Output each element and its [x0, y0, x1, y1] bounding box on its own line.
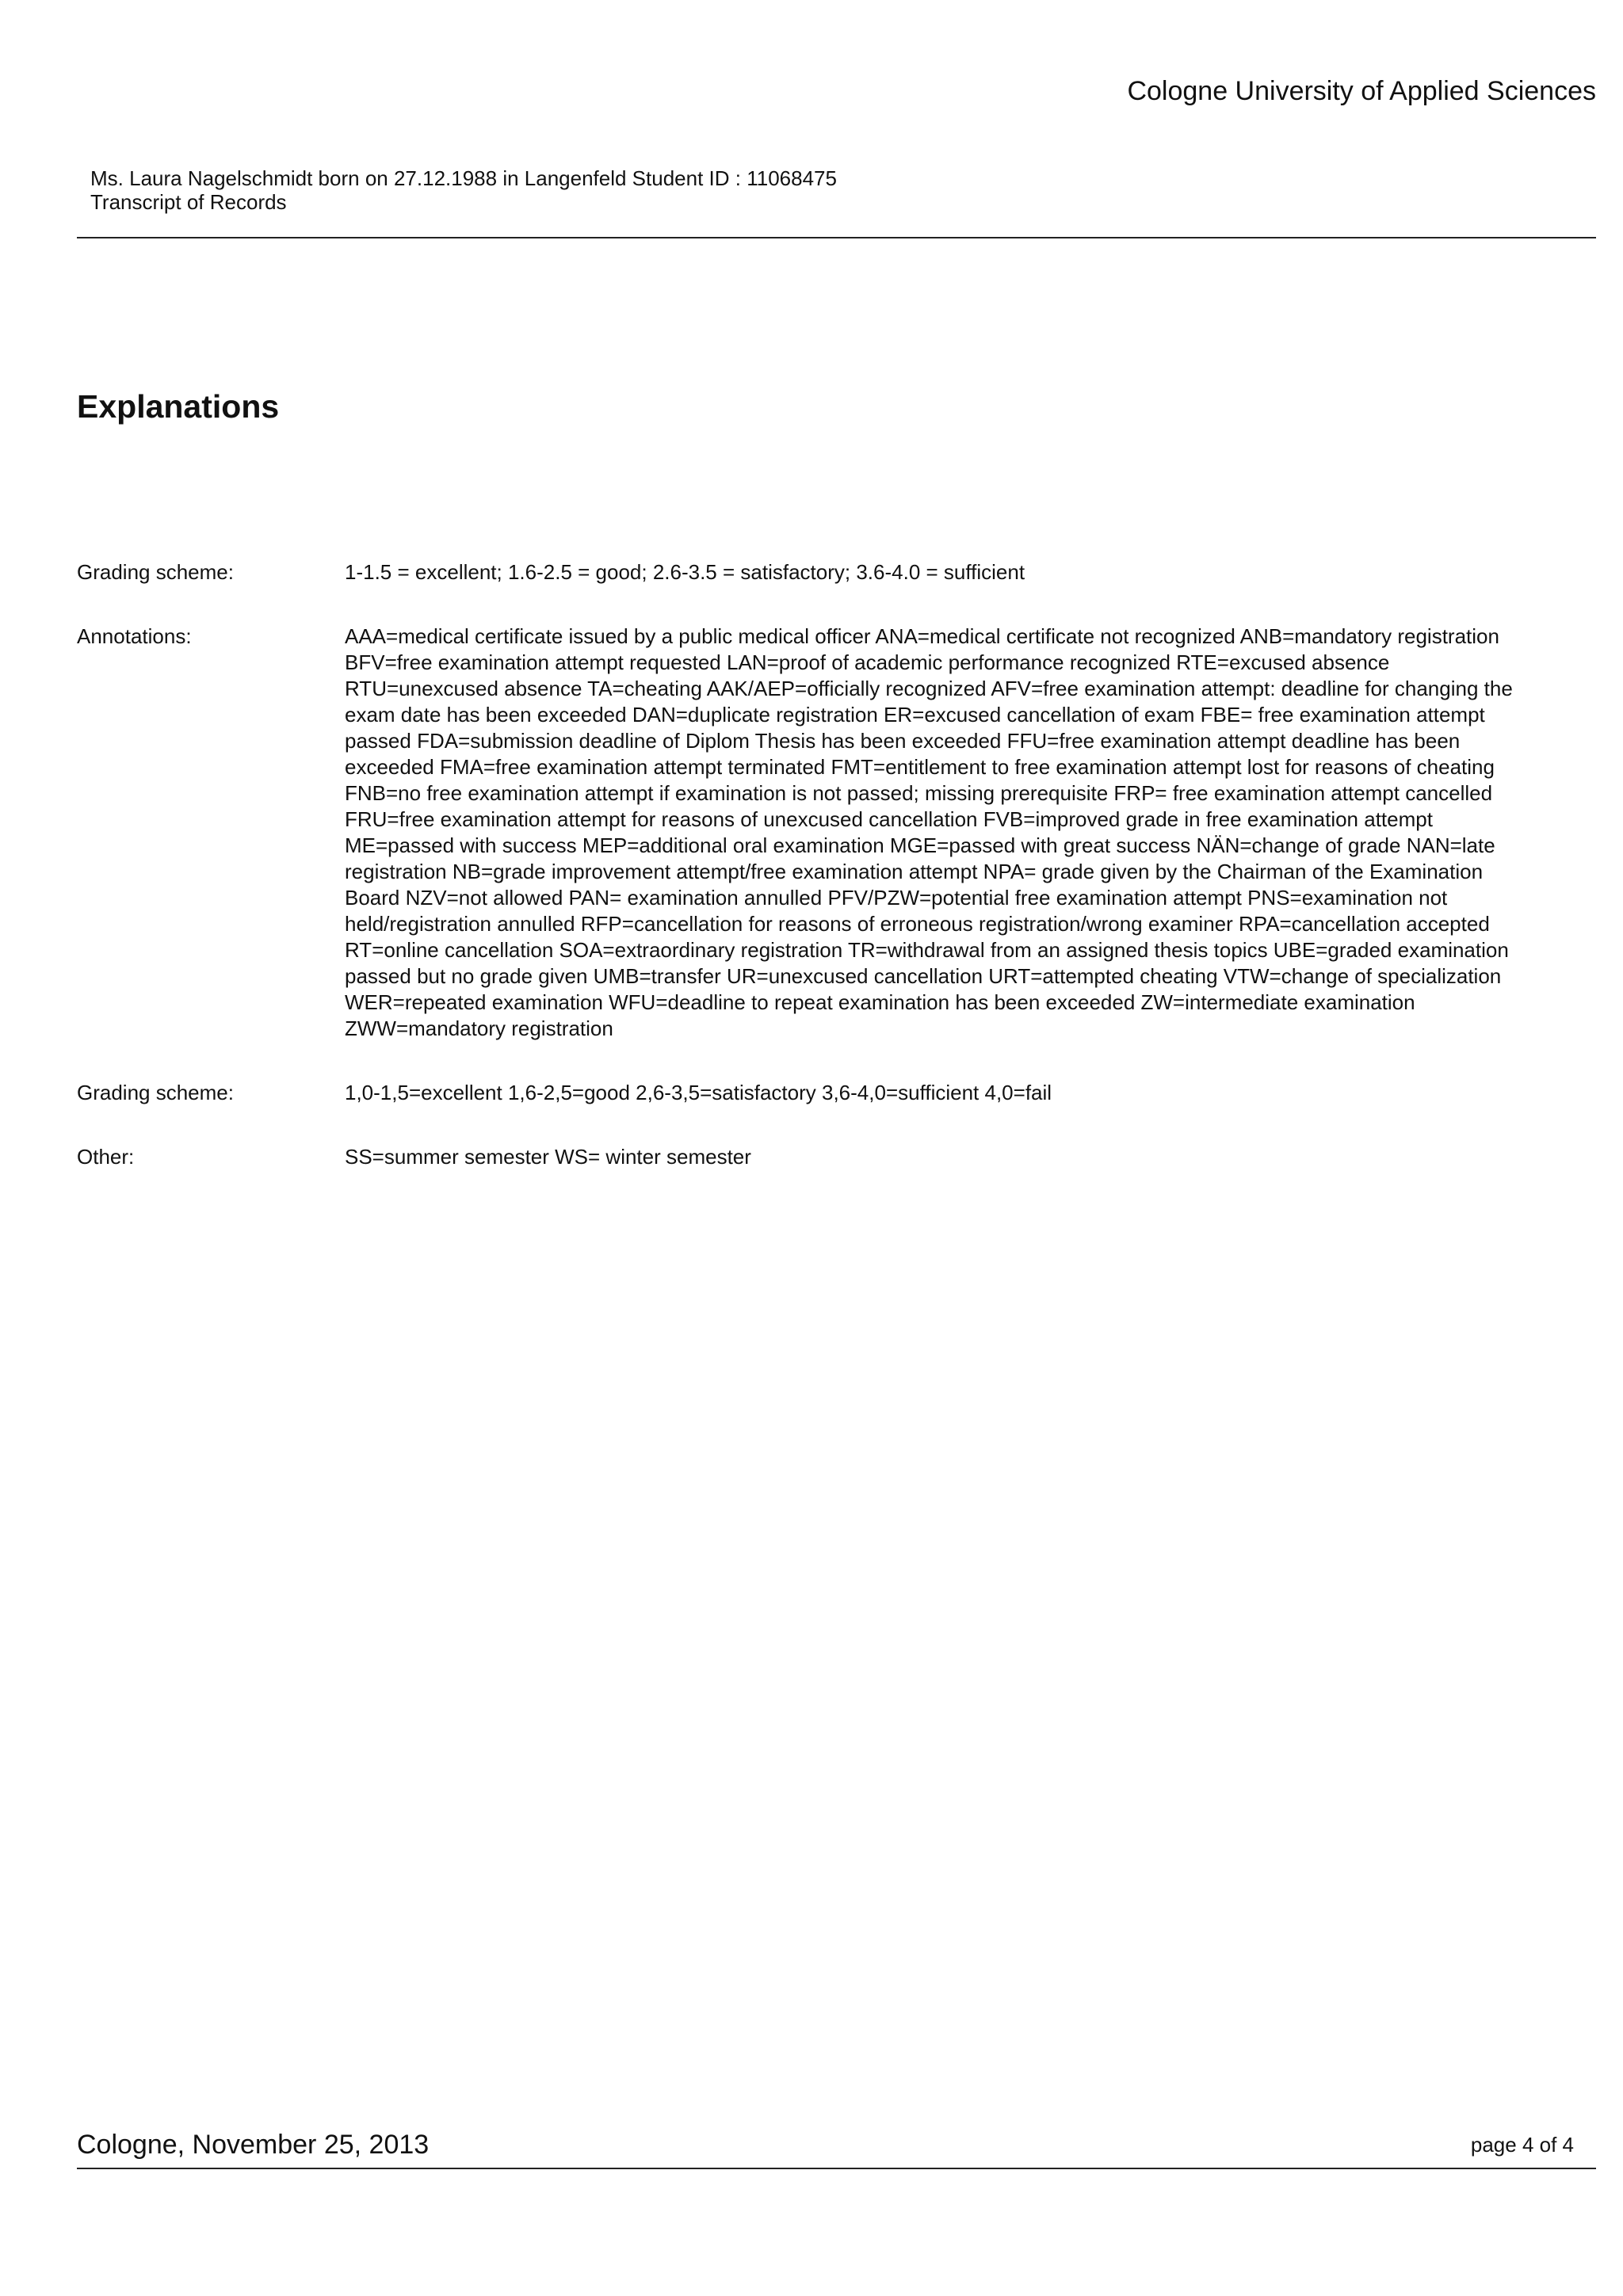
entry-text: 1,0-1,5=excellent 1,6-2,5=good 2,6-3,5=satisfactory 3,6-4,0=sufficient 4,0=fail: [345, 1081, 1052, 1104]
grading-scheme-entry: [77, 559, 1527, 585]
institution-name: Cologne University of Applied Sciences: [1127, 76, 1596, 106]
student-details: Ms. Laura Nagelschmidt born on 27.12.1988 in Langenfeld Student ID : 11068475: [90, 166, 837, 190]
entry-label: Annotations:: [77, 624, 192, 648]
entry-label: Other:: [77, 1145, 135, 1169]
page-title: Explanations: [77, 388, 280, 425]
entry-text: SS=summer semester WS= winter semester: [345, 1145, 751, 1169]
place-and-date: Cologne, November 25, 2013: [77, 2130, 430, 2160]
entry-label: Grading scheme:: [77, 1081, 234, 1104]
page-number: page 4 of 4: [1470, 2133, 1574, 2157]
document-type: Transcript of Records: [90, 190, 287, 214]
annotations-entry: [77, 624, 1527, 1042]
footer-divider: [77, 2168, 1596, 2169]
explanations-list: [77, 559, 1527, 1208]
grading-scheme-entry: [77, 1080, 1527, 1106]
header-divider: [77, 237, 1596, 238]
entry-text: AAA=medical certificate issued by a public medical officer ANA=medical certificate not recognized ANB=mandatory registration BFV=free examination attempt requested LAN=proof of academic performance recognized RTE=excused absence RTU=unexcused absence TA=cheating AAK/AEP=officially recognized AFV=free examination attempt: deadline for changing the exam date has been exceeded DAN=duplicate registration ER=excused cancellation of exam FBE= free examination attempt passed FDA=submission deadline of Diplom Thesis has been exceeded FFU=free examination attempt deadline has been exceeded FMA=free examination attempt terminated FMT=entitlement to free examination attempt lost for reasons of cheating FNB=no free examination attempt if examination is not passed; missing prerequisite FRP= free examination attempt cancelled FRU=free examination attempt for reasons of unexcused cancellation FVB=improved grade in free examination attempt ME=passed with success MEP=additional oral examination MGE=passed with great success NÄN=change of grade NAN=late registration NB=grade improvement attempt/free examination attempt NPA= grade given by the Chairman of the Examination Board NZV=not allowed PAN= examination annulled PFV/PZW=potential free examination attempt PNS=examination not held/registration annulled RFP=cancellation for reasons of erroneous registration/wrong examiner RPA=cancellation accepted RT=online cancellation SOA=extraordinary registration TR=withdrawal from an assigned thesis topics UBE=graded examination passed but no grade given UMB=transfer UR=unexcused cancellation URT=attempted cheating VTW=change of specialization WER=repeated examination WFU=deadline to repeat examination has been exceeded ZW=intermediate examination ZWW=mandatory registration: [345, 624, 1513, 1040]
entry-text: 1-1.5 = excellent; 1.6-2.5 = good; 2.6-3.5 = satisfactory; 3.6-4.0 = sufficient: [345, 560, 1025, 584]
entry-label: Grading scheme:: [77, 560, 234, 584]
other-entry: [77, 1144, 1527, 1170]
student-info: [90, 166, 837, 214]
